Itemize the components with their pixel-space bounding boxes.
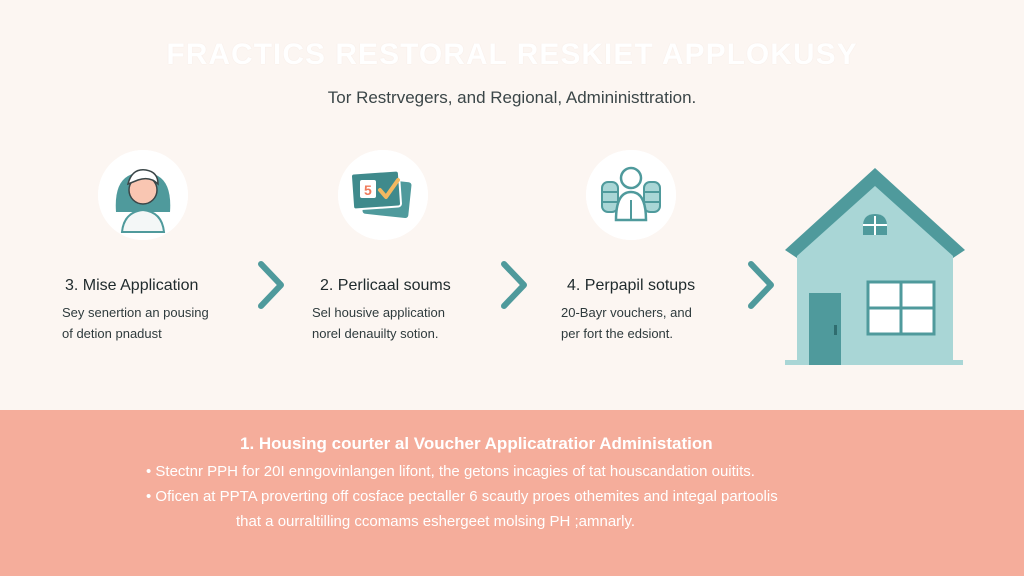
step-desc-3 xyxy=(561,302,761,344)
footer-bullet-2: • Oficen at PPTA proverting off cosface pectaller 6 scautly proes othemites and integal partoolis xyxy=(146,488,778,505)
svg-text:5: 5 xyxy=(364,182,372,198)
step-desc-2-line-2: norel denauilty sotion. xyxy=(312,326,439,341)
footer-bullet-3: that a ourraltilling ccomams eshergeet molsing PH ;amnarly. xyxy=(236,513,636,530)
step-desc-1-line-1: Sey senertion an pousing xyxy=(62,305,209,320)
footer-bullet-1: • Stectnr PPH for 20I enngovinlangen lifont, the getons incagies of tat houscandation ouitits. xyxy=(146,463,755,480)
step-desc-3-line-1: 20-Bayr vouchers, and xyxy=(561,305,692,320)
step-desc-2 xyxy=(312,302,512,344)
step-title-1: 3. Mise Application xyxy=(65,277,199,294)
chevron-right-icon xyxy=(257,260,287,310)
step-desc-2-line-1: Sel housive application xyxy=(312,305,445,320)
step-title-3: 4. Perpapil sotups xyxy=(567,277,696,294)
person-icon xyxy=(98,150,188,240)
step-desc-1-line-2: of detion pnadust xyxy=(62,326,162,341)
house-icon xyxy=(775,160,975,370)
chevron-right-icon xyxy=(500,260,530,310)
footer-heading: 1. Housing courter al Voucher Applicatratior Administation xyxy=(240,434,713,453)
step-title-2: 2. Perlicaal soums xyxy=(320,277,451,294)
page-subtitle: Tor Restrvegers, and Regional, Admininisttration. xyxy=(327,88,697,107)
group-icon xyxy=(586,150,676,240)
chevron-right-icon xyxy=(747,260,777,310)
page-title: FRACTICS RESTORAL RESKIET APPLOKUSY xyxy=(166,38,858,71)
cards-check-icon xyxy=(338,150,428,240)
step-desc-3-line-2: per fort the edsiont. xyxy=(561,326,674,341)
step-desc-1 xyxy=(62,302,262,344)
